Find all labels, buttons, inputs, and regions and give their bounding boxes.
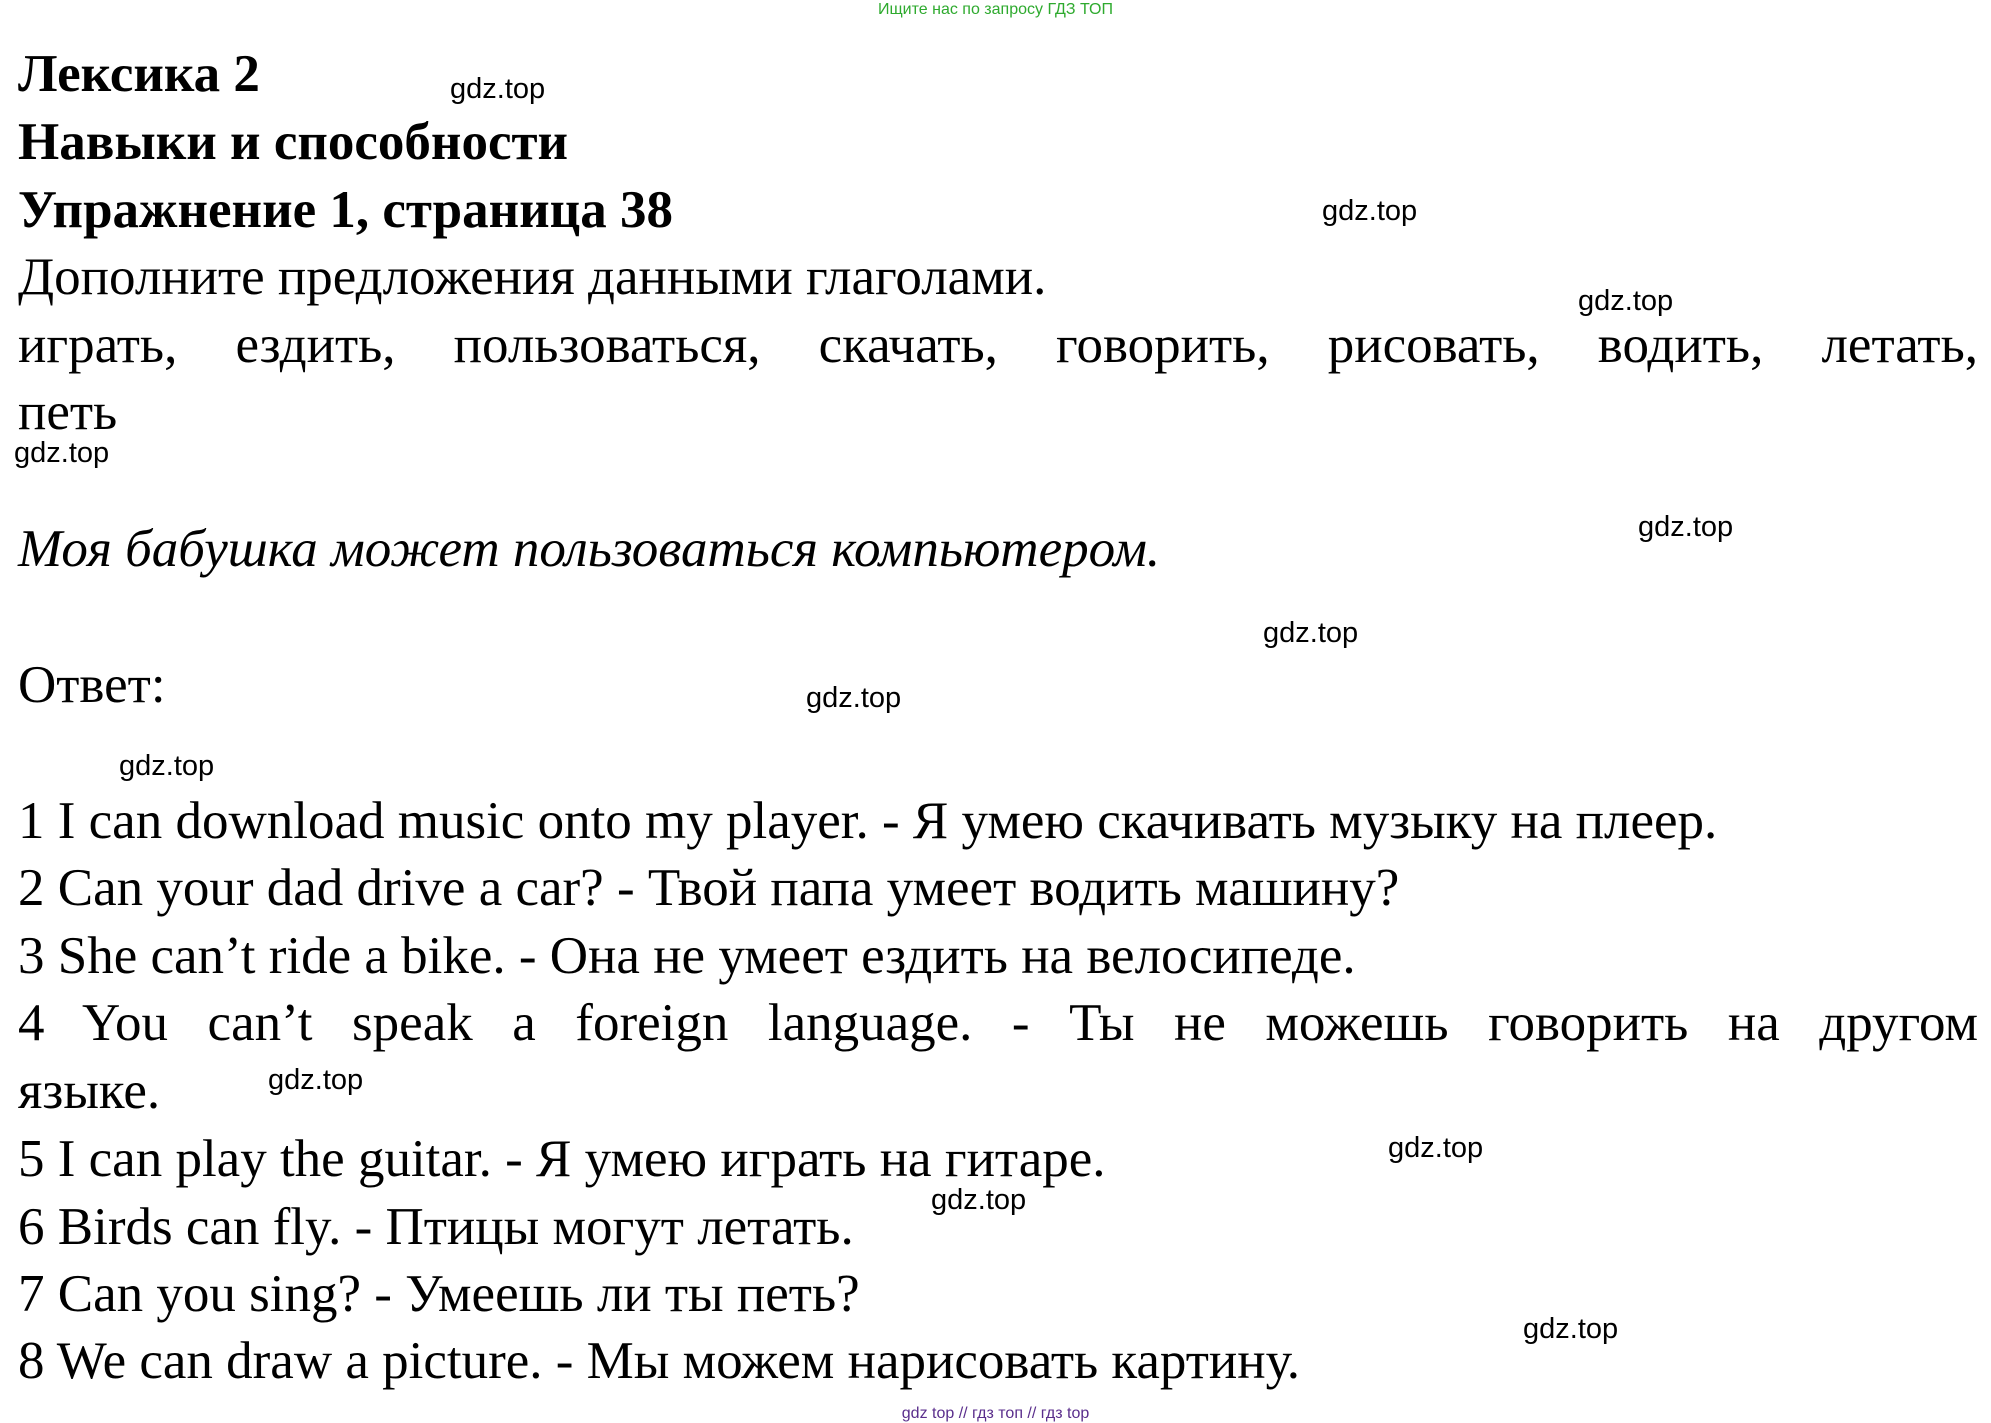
watermark: gdz.top [14, 437, 110, 469]
answer-item-4: 4 You can’t speak a foreign language. - Ты не можешь говорить на другом [18, 994, 1978, 1052]
verbs-list-line-1: играть, ездить, пользоваться, скачать, говорить, рисовать, водить, летать, [18, 316, 1978, 374]
answer-item-2: 2 Can your dad drive a car? - Твой папа умеет водить машину? [18, 859, 1400, 917]
answer-label: Ответ: [18, 656, 166, 714]
watermark: gdz.top [1263, 617, 1359, 649]
watermark: gdz.top [1578, 285, 1674, 317]
answer-item-4-continuation: языке. [18, 1062, 161, 1120]
watermark: gdz.top [1388, 1132, 1484, 1164]
answer-item-8: 8 We can draw a picture. - Мы можем нарисовать картину. [18, 1332, 1301, 1390]
top-banner: Ищите нас по запросу ГДЗ ТОП [878, 1, 1113, 18]
answer-item-6: 6 Birds can fly. - Птицы могут летать. [18, 1198, 854, 1256]
watermark: gdz.top [268, 1064, 364, 1096]
bottom-banner: gdz top // гдз топ // гдз top [901, 1405, 1090, 1422]
watermark: gdz.top [1638, 511, 1734, 543]
watermark: gdz.top [931, 1184, 1027, 1216]
instruction-text: Дополните предложения данными глаголами. [18, 248, 1047, 306]
answer-item-3: 3 She can’t ride a bike. - Она не умеет ездить на велосипеде. [18, 927, 1356, 985]
topic-heading: Навыки и способности [18, 113, 569, 171]
watermark: gdz.top [450, 73, 546, 105]
watermark: gdz.top [806, 682, 902, 714]
section-heading: Лексика 2 [18, 45, 260, 103]
watermark: gdz.top [1322, 195, 1418, 227]
answer-item-1: 1 I can download music onto my player. - Я умею скачивать музыку на плеер. [18, 792, 1718, 850]
answer-item-5: 5 I can play the guitar. - Я умею играть на гитаре. [18, 1130, 1106, 1188]
exercise-heading: Упражнение 1, страница 38 [18, 181, 673, 239]
watermark: gdz.top [1523, 1313, 1619, 1345]
example-sentence: Моя бабушка может пользоваться компьютером. [18, 520, 1161, 578]
verbs-list-line-2: петь [18, 383, 118, 441]
watermark: gdz.top [119, 750, 215, 782]
answer-item-7: 7 Can you sing? - Умеешь ли ты петь? [18, 1265, 860, 1323]
